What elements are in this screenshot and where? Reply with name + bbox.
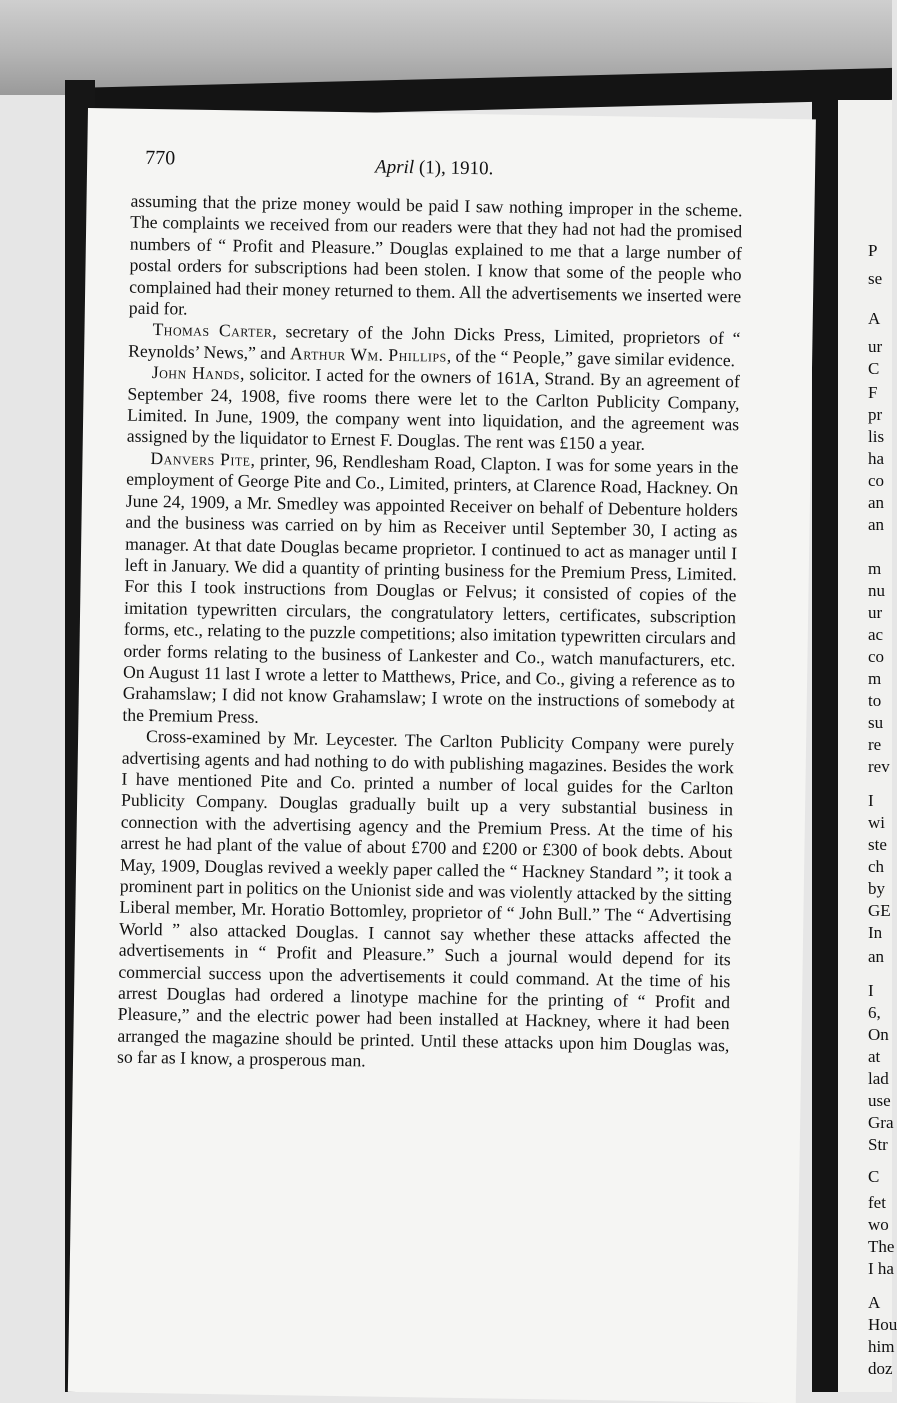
adjacent-page-fragment: ac (868, 625, 884, 644)
paragraph-text: , printer, 96, Rendlesham Road, Clapton. I was for some years in the employment of George Pite and Co., Limited, printers, at Clarence Road, Hackney. On June 24, 1909, a Mr. Smedley was appointed Receiver on behalf of Debenture holders and the business was carried on by him as Receiver until September 30, I acting as manager. At that date Douglas became proprietor. I continued to act as manager until I left in January. We did a quantity of printing business for the Premium Press, Limited. For this I took instructions from Douglas or Felvus; it consisted of copies of the imitation typewritten circulars, the congratulatory letters, certificates, subscription forms, etc., relating to the puzzle competitions; also imitation typewritten circulars and order forms relating to the business of Lankester and Co., watch manufacturers, etc. On August 11 last I wrote a letter to Matthews, Price, and Co., giving a reference as to Grahamslaw; I did not know Grahamslaw; I wrote on the instructions of somebody at the Premium Press. (122, 449, 739, 727)
adjacent-page-fragment: I ha (868, 1259, 894, 1278)
date-month: April (374, 156, 415, 179)
witness-name: Thomas Carter (152, 319, 273, 342)
adjacent-page-fragment: to (868, 691, 882, 710)
witness-name: Arthur Wm. Phillips (289, 343, 447, 366)
paragraph-text: , of the “ People,” gave similar evidence. (446, 345, 736, 371)
adjacent-page-fragment: by (868, 879, 885, 898)
adjacent-page-fragment: pr (868, 405, 883, 424)
adjacent-page-fragment: him (868, 1337, 895, 1356)
adjacent-page-fragment: wo (868, 1215, 889, 1234)
witness-name: Danvers Pite (150, 447, 251, 470)
paragraph-text: , solicitor. I acted for the owners of 161A, Strand. By an agreement of September 24, 1908, five rooms there were let to the Carlton Publicity Company, Limited. In June, 1909, the company went into liquidation, and the agreement was assigned by the liquidator to Ernest F. Douglas. The rent was £150 a year. (126, 363, 740, 455)
adjacent-page-fragment: 6, (868, 1003, 881, 1022)
adjacent-page-fragment: The (868, 1237, 895, 1256)
adjacent-page-edge (838, 100, 897, 1392)
adjacent-page-fragment: On (868, 1025, 889, 1044)
adjacent-page-fragment: ur (868, 337, 883, 356)
adjacent-page-fragment: ur (868, 603, 883, 622)
adjacent-page-fragment: doz (868, 1359, 893, 1378)
adjacent-page-fragment: In (868, 923, 883, 942)
adjacent-page-fragment: Hou (868, 1315, 897, 1334)
adjacent-page-fragment: Str (868, 1135, 888, 1154)
adjacent-page-fragment: I (868, 981, 874, 1000)
adjacent-page-fragment: ch (868, 857, 885, 876)
adjacent-page-fragment: rev (868, 757, 890, 776)
page-date-title (375, 157, 494, 181)
paragraph (122, 448, 738, 736)
adjacent-page-fragment: A (868, 309, 881, 328)
adjacent-page-fragment: lad (868, 1069, 889, 1088)
book-page (68, 108, 816, 1403)
paragraph (127, 362, 740, 457)
adjacent-page-fragment: ste (868, 835, 887, 854)
adjacent-page-fragment: m (868, 559, 882, 578)
adjacent-page-fragment: m (868, 669, 882, 688)
adjacent-page-fragment: C (868, 1167, 880, 1186)
adjacent-page-fragment: Gra (868, 1113, 894, 1132)
adjacent-page-fragment: re (868, 735, 882, 754)
adjacent-page-fragment: F (868, 383, 878, 402)
adjacent-page-fragment: ha (868, 449, 885, 468)
adjacent-page-fragment: A (868, 1293, 881, 1312)
adjacent-page-fragment: C (868, 359, 880, 378)
adjacent-page-fragment: an (868, 493, 885, 512)
page-number: 770 (145, 146, 176, 170)
paragraph: assuming that the prize money would be paid I saw nothing improper in the scheme. The complaints we received from our readers were that they had not had the promised numbers of “ Profit and Pleasure.” Douglas explained to me that a large number of postal orders for subscriptions had been stolen. I know that some of the people who complained had their money returned to them. All the advertisements we inserted were paid for. (128, 190, 743, 319)
scan-right-gutter (812, 80, 840, 1392)
adjacent-page-fragment: an (868, 515, 885, 534)
adjacent-page-fragment: I (868, 791, 874, 810)
witness-name: John Hands (151, 362, 241, 384)
paragraph: Cross-examined by Mr. Leycester. The Carlton Publicity Company were purely advertising agents and had nothing to do with publishing magazines. Besides the work I have mentioned Pite and Co. printed a number of local guides for the Carlton Publicity Company. Douglas gradually built up a very substantial business in connection with the advertising agency and the Premium Press. At the time of his arrest he had plant of the value of about £700 and £200 or £300 of book debts. About May, 1909, Douglas revived a weekly paper called the “ Hackney Standard ”; it took a prominent part in politics on the Unionist side and was violently attacked by the sitting Liberal member, Mr. Horatio Bottomley, proprietor of “ John Bull.” The “ Advertising World ” also attacked Douglas. I cannot say whether these attacks affected the advertisements in “ Profit and Pleasure.” Such a journal would depend for its commercial success upon the advertisements it could command. At the time of his arrest Douglas had ordered a linotype machine for the printing of “ Profit and Pleasure,” and the electric power had been installed at Hackney, where it had been arranged the magazine should be printed. Until these attacks upon him Douglas was, so far as I know, a prosperous man. (116, 726, 735, 1071)
adjacent-page-fragment: fet (868, 1193, 886, 1212)
adjacent-page-fragment: co (868, 647, 885, 666)
page-header (145, 147, 746, 196)
paragraph-text: , secretary of the John Dicks Press, Limited, proprietors of “ Reynolds’ News,” and (128, 321, 741, 364)
page-body (117, 191, 743, 1078)
adjacent-page-fragment: wi (868, 813, 885, 832)
adjacent-page-fragment: su (868, 713, 884, 732)
adjacent-page-fragment: use (868, 1091, 891, 1110)
date-rest: (1), 1910. (418, 157, 494, 180)
adjacent-page-fragment: at (868, 1047, 881, 1066)
adjacent-page-fragment: nu (868, 581, 885, 600)
adjacent-page-fragment: co (868, 471, 885, 490)
adjacent-page-fragment: P (868, 241, 878, 260)
adjacent-page-fragment: GE (868, 901, 891, 920)
adjacent-page-fragment: lis (868, 427, 885, 446)
adjacent-page-fragment: se (868, 269, 883, 288)
adjacent-page-fragment: an (868, 947, 885, 966)
